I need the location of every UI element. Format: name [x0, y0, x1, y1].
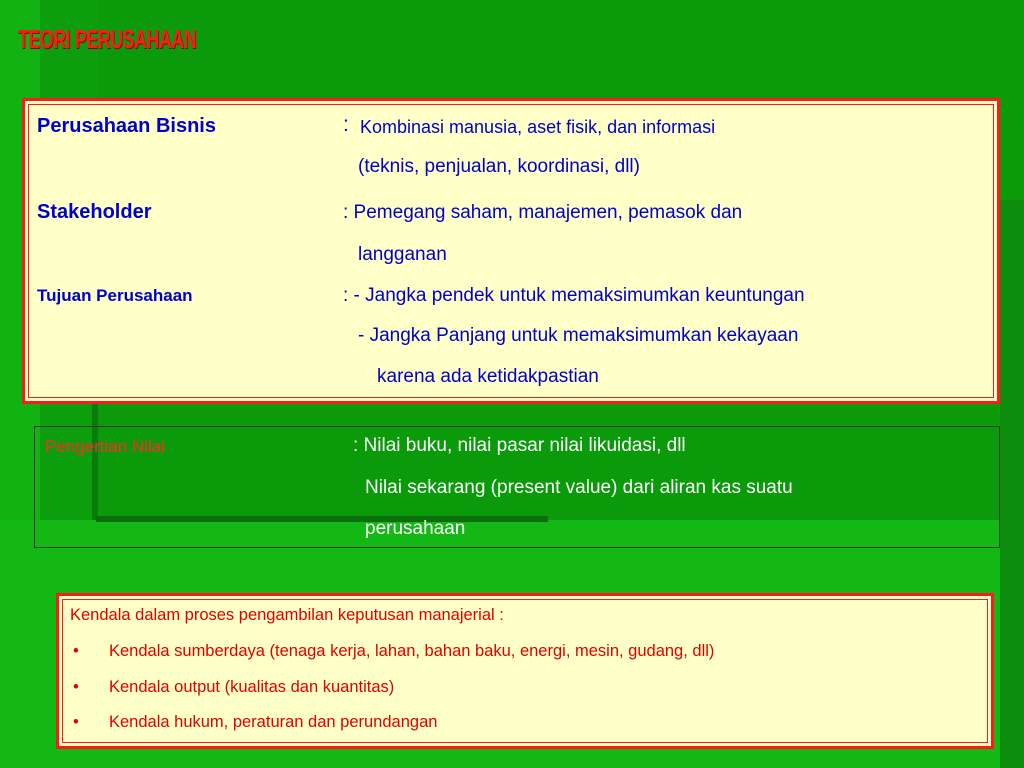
definition-line: : - Jangka pendek untuk memaksimumkan keuntungan	[343, 285, 805, 306]
constraints-heading: Kendala dalam proses pengambilan keputusan manajerial :	[70, 606, 504, 624]
bullet-icon: •	[73, 642, 79, 660]
definition-line: Kombinasi manusia, aset fisik, dan informasi	[360, 117, 716, 137]
value-definition-box	[34, 426, 1000, 548]
term-tujuan-perusahaan: Tujuan Perusahaan	[37, 286, 193, 305]
constraint-item: Kendala output (kualitas dan kuantitas)	[109, 678, 395, 696]
term-colon: :	[343, 113, 349, 136]
term-stakeholder: Stakeholder	[37, 201, 152, 223]
definition-line: karena ada ketidakpastian	[377, 366, 599, 387]
constraints-box	[56, 593, 994, 749]
background-stripe-right	[1000, 200, 1024, 768]
value-line: Nilai sekarang (present value) dari aliran kas suatu	[365, 477, 793, 498]
definitions-box-inner-border	[28, 104, 994, 398]
term-perusahaan-bisnis: Perusahaan Bisnis	[37, 115, 216, 137]
definition-line: langganan	[358, 244, 447, 265]
value-line: perusahaan	[365, 518, 466, 539]
value-line: : Nilai buku, nilai pasar nilai likuidasi, dll	[353, 435, 686, 456]
constraint-item: Kendala sumberdaya (tenaga kerja, lahan, bahan baku, energi, mesin, gudang, dll)	[109, 642, 715, 660]
slide-title: TEORI PERUSAHAAN	[18, 24, 197, 54]
definition-line: (teknis, penjualan, koordinasi, dll)	[358, 156, 640, 177]
bullet-icon: •	[73, 678, 79, 696]
value-label: Pengertian Nilai	[45, 437, 166, 456]
constraint-item: Kendala hukum, peraturan dan perundangan	[109, 713, 438, 731]
definition-line: : Pemegang saham, manajemen, pemasok dan	[343, 202, 743, 223]
definitions-box	[22, 98, 1000, 404]
bullet-icon: •	[73, 713, 79, 731]
definition-line: - Jangka Panjang untuk memaksimumkan kekayaan	[358, 325, 799, 346]
